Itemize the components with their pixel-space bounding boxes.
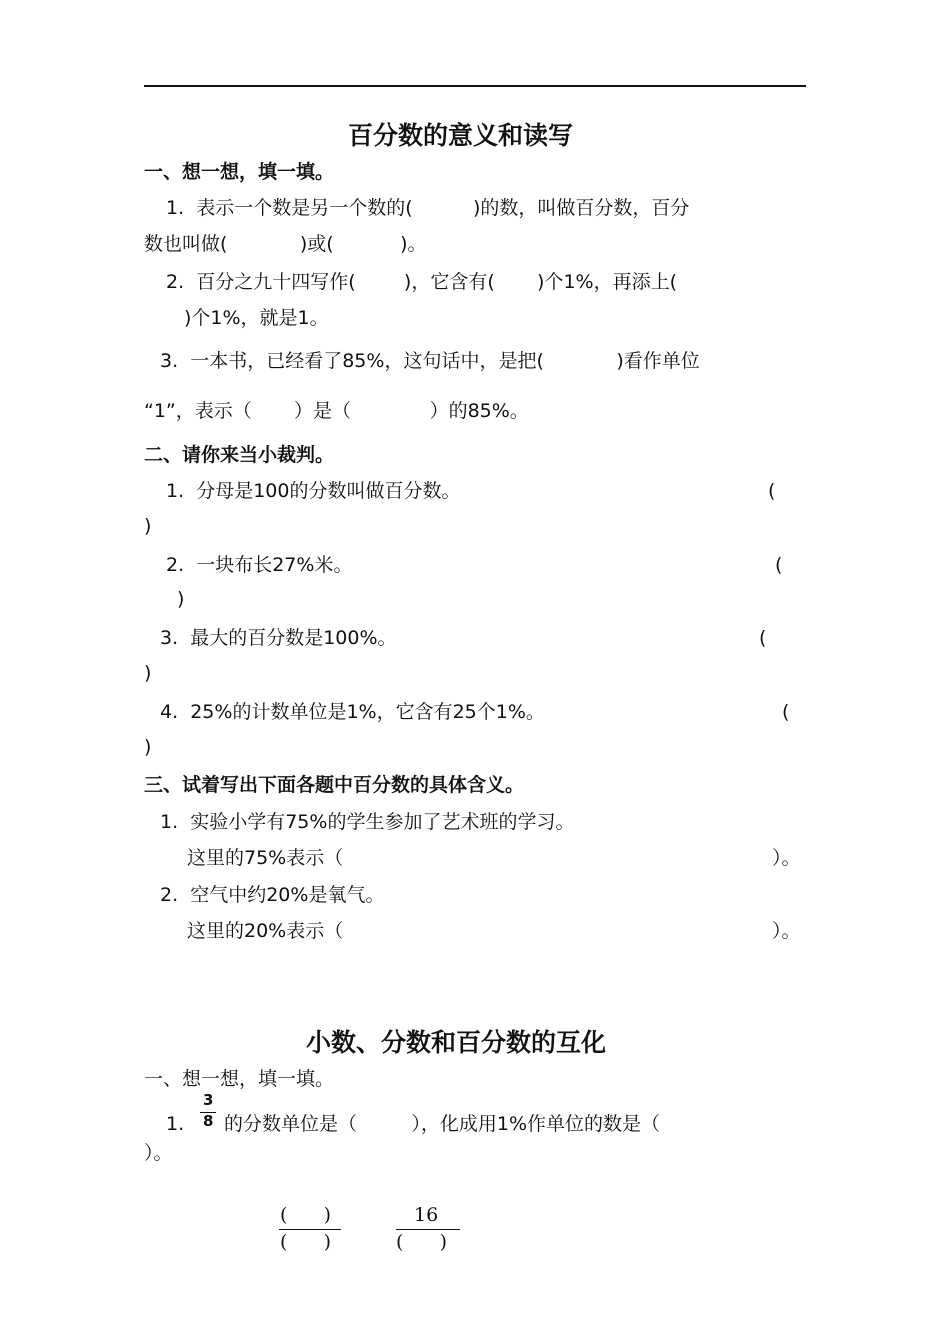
s2-q1-end: ）。	[144, 1142, 173, 1164]
judge-item-4-close: )	[144, 736, 152, 758]
s2-q1-number: 1.	[166, 1113, 185, 1135]
meaning-q2: 2. 空气中约20%是氧气。	[160, 884, 385, 906]
blank-fraction-bar	[279, 1229, 341, 1230]
fraction-denominator: 8	[203, 1112, 214, 1130]
part2-heading: 二、请你来当小裁判。	[144, 444, 335, 466]
section1-title: 百分数的意义和读写	[348, 121, 574, 150]
judge-item-3-close: )	[144, 662, 152, 684]
judge-item-3-open: (	[759, 627, 767, 649]
top-rule	[144, 85, 806, 87]
judge-item-2-open: (	[775, 554, 783, 576]
meaning-q2-end: ）。	[772, 920, 801, 942]
judge-item-1-open: (	[768, 480, 776, 502]
judge-item-2: 2. 一块布长27%米。	[166, 554, 353, 576]
q3-line2: “1”，表示（ ）是（ ）的85%。	[144, 400, 529, 422]
q2-line2: )个1%，就是1。	[184, 307, 329, 329]
q1-line1: 1. 表示一个数是另一个数的( )的数，叫做百分数，百分	[166, 197, 690, 219]
fraction-numerator: 3	[203, 1091, 214, 1109]
q1-line2: 数也叫做( )或( )。	[144, 233, 427, 255]
meaning-q1-answer: 这里的75%表示（	[187, 847, 344, 869]
q3-line1: 3. 一本书，已经看了85%，这句话中，是把( )看作单位	[160, 350, 700, 372]
meaning-q1-end: ）。	[772, 847, 801, 869]
judge-item-3: 3. 最大的百分数是100%。	[160, 627, 397, 649]
fraction2-numerator: 16	[414, 1204, 439, 1226]
s2-part1-heading: 一、想一想，填一填。	[144, 1068, 335, 1090]
fraction2-denominator: ( )	[396, 1231, 448, 1253]
fraction2-bar	[396, 1229, 460, 1230]
judge-item-2-close: )	[177, 588, 185, 610]
blank-fraction-denominator: ( )	[280, 1231, 332, 1253]
judge-item-4: 4. 25%的计数单位是1%，它含有25个1%。	[160, 701, 545, 723]
s2-q1-text: 的分数单位是（ ），化成用1%作单位的数是（	[224, 1113, 660, 1135]
judge-item-1: 1. 分母是100的分数叫做百分数。	[166, 480, 461, 502]
blank-fraction-numerator: ( )	[280, 1204, 332, 1226]
part1-heading: 一、想一想，填一填。	[144, 161, 335, 183]
meaning-q1: 1. 实验小学有75%的学生参加了艺术班的学习。	[160, 811, 575, 833]
judge-item-4-open: (	[782, 701, 790, 723]
part3-heading: 三、试着写出下面各题中百分数的具体含义。	[144, 774, 525, 796]
judge-item-1-close: )	[144, 515, 152, 537]
section2-title: 小数、分数和百分数的互化	[306, 1028, 607, 1057]
q2-line1: 2. 百分之九十四写作( )，它含有( )个1%，再添上(	[166, 271, 678, 293]
meaning-q2-answer: 这里的20%表示（	[187, 920, 344, 942]
